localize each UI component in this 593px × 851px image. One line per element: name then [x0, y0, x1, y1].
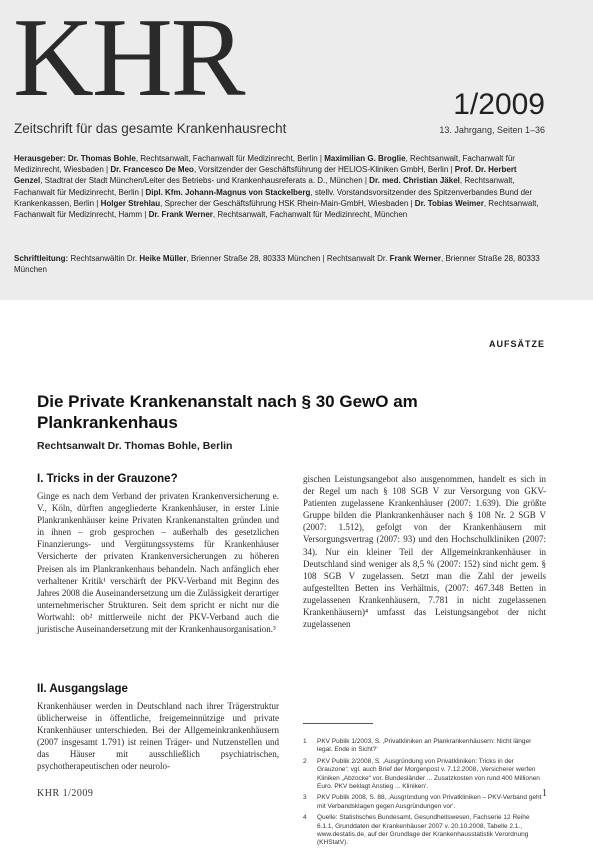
editor: Dr. Tobias Weimer, Rechtsanwalt, Fachanwalt für Medizinrecht, Hamm |	[14, 198, 539, 220]
footnote: 1 PKV Publik 1/2003, S. ‚Privatkliniken an Plankrankenhäusern: Nicht länger legal. Ende in Sicht?‘	[303, 738, 532, 754]
footnote: 2 PKV Publik 2/2008, S. ‚Ausgründung von Privatkliniken: Tricks in der Grauzone‘; vgl. auch Brief der Morgenpost v. 7.12.2008, ‚Versicherer werfen Kliniken „Abzocke“ vor. Bundesländer ... Zusatzkosten von rund 400 Millionen Euro. PKV beklagt Anstieg ... Kliniken‘.	[303, 757, 540, 791]
footnote: 4 Quelle: Statistisches Bundesamt, Gesundheitswesen, Fachserie 12 Reihe 6.1.1, Grunddaten der Krankenhäuser 2007 v. 20.10.2008, Tabelle 2.1., www.destatis.de, auf der Grundlage der Krankenhausstatistik Verordnung (KHStatV).	[303, 814, 530, 847]
article-author: Rechtsanwalt Dr. Thomas Bohle, Berlin	[37, 440, 233, 452]
editor: Dr. med. Christian Jäkel, Rechtsanwalt, Fachanwalt für Medizinrecht, Berlin |	[14, 176, 515, 197]
editor: Dr. Frank Werner, Rechtsanwalt, Fachanwalt für Medizinrecht, München	[148, 210, 408, 220]
article-title: Die Private Krankenanstalt nach § 30 GewO am Plankrankenhaus	[37, 392, 418, 432]
editor: Dr. Francesco De Meo, Vorsitzender der Geschäftsführung der HELIOS-Kliniken GmbH, Berlin |	[110, 165, 455, 175]
page-number: 1	[542, 788, 547, 799]
heading-section-1: I. Tricks in der Grauzone?	[37, 473, 178, 485]
footnote: 3 PKV Publik 2008, S. 88, ‚Ausgründung von Privatkliniken – PKV-Verband geht mit Verbandsklagen gegen Ausgründungen vor‘.	[303, 794, 542, 810]
footer-issue: KHR 1/2009	[37, 788, 94, 799]
heading-section-2: II. Ausgangslage	[37, 683, 128, 695]
volume-pages: 13. Jahrgang, Seiten 1–36	[439, 125, 545, 135]
editorial-office: Schriftleitung: Rechtsanwältin Dr. Heike Müller, Brienner Straße 28, 80333 München | Rechtsanwalt Dr. Frank Werner, Brienner Straße 28, 80333 München	[14, 254, 540, 275]
footnotes	[303, 738, 546, 851]
paragraph-2: Krankenhäuser werden in Deutschland nach ihrer Trägerstruktur üblicherweise in öffentliche, freigemeinnützige und private Krankenhäuser unterschieden. Bei der Allgemeinkrankenhäusern (2007 insgesamt 1.791) ist reinen Träger- und Nutzenstellen und das Häuser mit ausschließlich psychiatrischen, psychotherapeutischen oder neurolo-	[37, 701, 279, 772]
editor: Holger Strehlau, Sprecher der Geschäftsführung HSK Rhein-Main-GmbH, Wiesbaden |	[100, 198, 415, 208]
issue-number: 1/2009	[453, 88, 545, 121]
editors-block	[14, 153, 546, 220]
paragraph-3: gischen Leistungsangebot also ausgenommen, handelt es sich in der Regel um nach § 108 SGB V zur Versorgung von GKV-Patienten zugelassene Krankenhäuser (2007: 1.639). Die größte Gruppe bilden die Plankrankenhäuser nach § 108 Nr. 2 SGB V (2007: 1.512), gefolgt von der Krankenhäusern mit Versorgungsvertrag (2007: 93) und den Hochschulkliniken (2007: 34). Nur ein kleiner Teil der Allgemeinkrankenhäuser in Deutschland sind weniger als 8,5 % (2007: 152) sind nicht gem. § 108 SGB V zugelassen. Setzt man die Zahl der jeweils aufgestellten Betten ins Verhältnis, (2007: 467.348 Betten in zugelassenen Krankenhäusern, 7.781 in nicht zugelassenen Krankenhäusern)⁴ umfasst das Leistungsangebot der nicht zugelassenen	[303, 474, 546, 630]
section-label: AUFSÄTZE	[489, 339, 545, 349]
editorial-office-label: Schriftleitung:	[14, 254, 69, 263]
journal-logo: KHR	[13, 0, 244, 120]
journal-header	[0, 0, 593, 300]
editor: Maximilian G. Broglie, Rechtsanwalt, Fachanwalt für Medizinrecht, Wiesbaden |	[14, 154, 515, 175]
journal-subtitle: Zeitschrift für das gesamte Krankenhausrecht	[14, 121, 287, 136]
paragraph-1: Ginge es nach dem Verband der privaten Krankenversicherung e. V., Köln, dürften angegliederte Krankenhäuser, in erster Linie Plankrankenhäuser keine Privaten Krankenanstalten gründen und in ihnen – grob gesprochen – außerhalb des gesetzlichen Finanzierungs- und Vergütungssystems für Krankenhäuser Versicherte der privaten Krankenversicherungen zu höheren Preisen als im Plankrankenhaus behandeln. Nach anfänglich eher verhaltener Kritik¹ verschärft der PKV-Verband mit Beginn des Jahres 2008 die Auseinandersetzung um die Zulässigkeit derartiger unternehmerischer Strukturen. Seit dem spricht er nicht nur die Wortwahl: ob² mittlerweile nicht der PKV-Verband auch die juristische Auseinandersetzung mit der Krankenhausorganisation.³	[37, 491, 279, 635]
editor: Dipl. Kfm. Johann-Magnus von Stackelberg, stellv. Vorstandsvorsitzender des Spitzenverbandes Bund der Krankenkassen, Berlin |	[14, 187, 533, 208]
editors-label: Herausgeber:	[14, 154, 66, 163]
footnote-divider	[303, 723, 373, 724]
editor: Dr. Thomas Bohle, Rechtsanwalt, Fachanwalt für Medizinrecht, Berlin |	[67, 154, 325, 163]
editor: Prof. Dr. Herbert Genzel, Stadtrat der Stadt München/Leiter des Betriebs- und Krankenhausreferats a. D., München |	[14, 165, 517, 186]
